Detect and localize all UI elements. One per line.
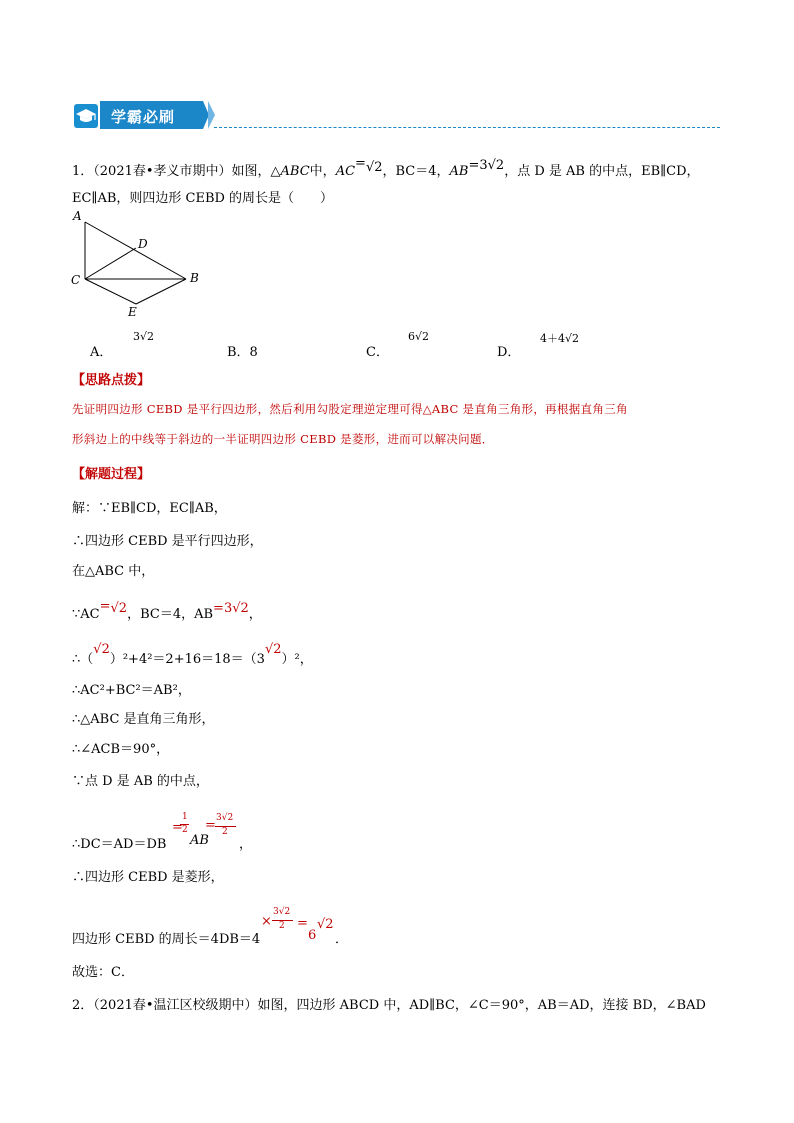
fraction-half-numerator: 1 <box>182 812 188 822</box>
hint-title: 【思路点拨】 <box>72 373 151 388</box>
banner-title: 学霸必刷 <box>111 108 176 126</box>
segment-cd <box>85 248 136 279</box>
solution-line-2: ∴四边形 CEBD 是平行四边形， <box>72 534 263 549</box>
geometry-figure <box>68 206 210 318</box>
question-1-line-2: EC∥AB，则四边形 CEBD 的周长是（ ） <box>72 191 334 206</box>
hint-line-2: 形斜边上的中线等于斜边的一半证明四边形 CEBD 是菱形，进而可以解决问题． <box>72 432 494 446</box>
question-1-line-1: 1．（2021春•孝义市期中）如图，△ABC中，AC=√2，BC＝4，AB=3√2，点 D 是 AB 的中点，EB∥CD， <box>72 156 700 179</box>
solution-line-10-end: ， <box>239 837 253 852</box>
segment-ab <box>85 222 186 279</box>
solution-line-4: ∵AC=√2，BC＝4，AB=3√2， <box>72 599 262 622</box>
solution-line-10: ∴DC＝AD＝DB <box>72 837 167 852</box>
solution-line-13: 故选：C． <box>72 965 134 980</box>
solution-line-10-eq: = <box>172 820 183 835</box>
option-d-label: D． <box>497 345 521 360</box>
solution-line-10-eq2: = <box>205 818 216 833</box>
solution-line-12-times: × <box>261 914 272 929</box>
label-e: E <box>128 305 137 318</box>
solution-line-11: ∴四边形 CEBD 是菱形， <box>72 870 224 885</box>
solution-line-12-eq: = <box>297 916 308 931</box>
solution-line-12-end: ． <box>335 932 349 947</box>
solution-line-7: ∴△ABC 是直角三角形， <box>72 712 215 727</box>
solution-title: 【解题过程】 <box>72 467 151 482</box>
solution-line-8: ∴∠ACB＝90°， <box>72 742 170 757</box>
solution-line-5: ∴（√2）²+4²＝2+16＝18＝（3√2）²， <box>72 642 313 667</box>
graduation-cap-icon <box>74 104 98 128</box>
solution-line-3: 在△ABC 中， <box>72 564 155 579</box>
label-d: D <box>138 237 148 251</box>
option-c-value: 6√2 <box>408 330 430 343</box>
label-a: A <box>73 209 82 223</box>
hint-line-1: 先证明四边形 CEBD 是平行四边形，然后利用勾股定理逆定理可得△ABC 是直角三角形，再根据直角三角 <box>72 402 628 416</box>
fraction-numerator: 3√2 <box>216 813 234 823</box>
solution-line-6: ∴AC²+BC²＝AB²， <box>72 683 191 698</box>
solution-line-12-six: 6 <box>308 928 317 943</box>
option-a-value: 3√2 <box>133 330 155 343</box>
option-a-label: A． <box>90 345 113 360</box>
question-2-line-1: 2．（2021春•温江区校级期中）如图，四边形 ABCD 中，AD∥BC，∠C＝90°，AB＝AD，连接 BD，∠BAD <box>72 998 706 1013</box>
banner-chevron-icon <box>208 101 215 129</box>
segment-ce <box>85 279 136 304</box>
fraction-half-denominator: 2 <box>182 825 188 835</box>
section-banner <box>100 101 203 129</box>
solution-line-10-ab: AB <box>190 833 209 848</box>
label-b: B <box>190 271 199 285</box>
option-d-value: 4＋4√2 <box>540 332 580 345</box>
solution-line-9: ∵点 D 是 AB 的中点， <box>72 774 209 789</box>
option-b: B．8 <box>227 345 258 360</box>
solution-line-12: 四边形 CEBD 的周长＝4DB＝4 <box>72 932 261 947</box>
fraction-numerator: 3√2 <box>273 907 291 917</box>
solution-line-12-sqrt: √2 <box>317 917 334 932</box>
fraction-denominator: 2 <box>222 827 228 837</box>
option-c-label: C． <box>366 345 389 360</box>
label-c: C <box>71 273 81 287</box>
solution-line-1: 解：∵EB∥CD，EC∥AB， <box>72 501 227 516</box>
fraction-denominator: 2 <box>279 921 285 931</box>
banner-divider <box>214 127 720 128</box>
segment-eb <box>136 279 186 304</box>
